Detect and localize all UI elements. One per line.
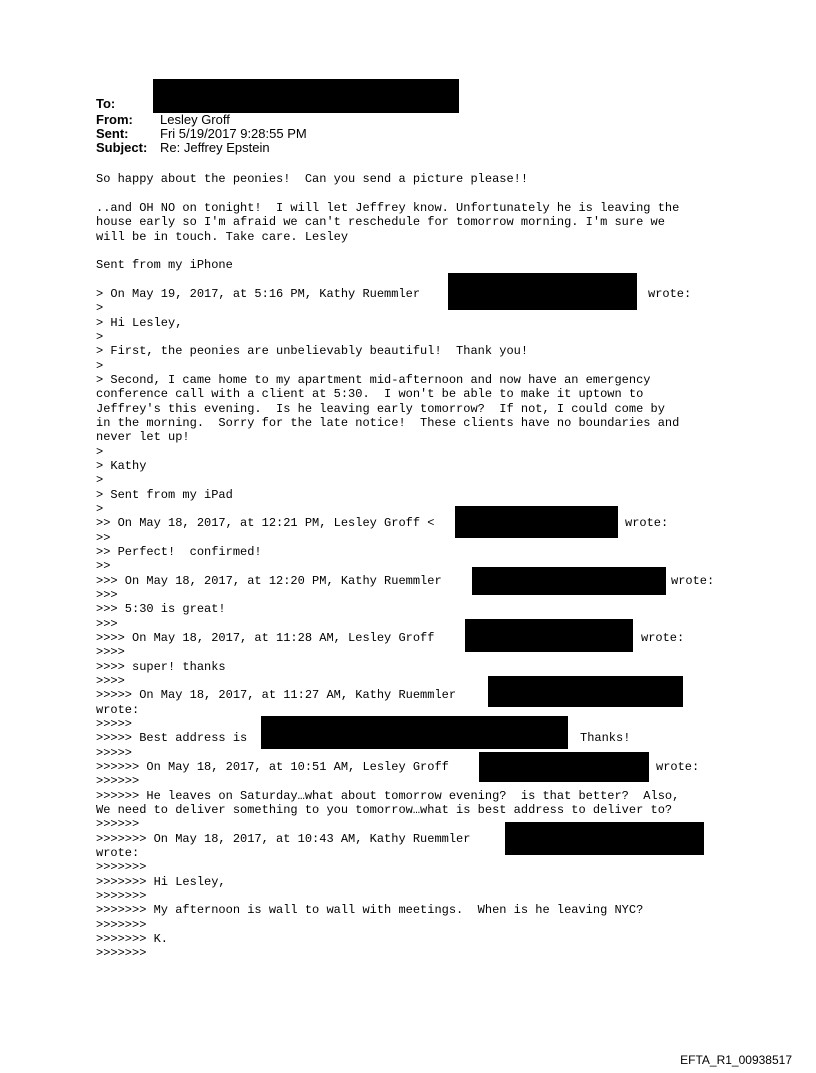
quote-line: >>> On May 18, 2017, at 12:20 PM, Kathy Ruemmler [96, 574, 442, 588]
quote-line: >>> [96, 617, 118, 631]
redaction-block [472, 567, 666, 595]
redaction-block [488, 676, 683, 707]
quote-line: Thanks! [580, 731, 631, 745]
from-label: From: [96, 112, 133, 127]
quote-line: >>>>>> On May 18, 2017, at 10:51 AM, Lesley Groff [96, 760, 449, 774]
quote-line: > Second, I came home to my apartment mid-afternoon and now have an emergency [96, 373, 651, 387]
quote-line: conference call with a client at 5:30. I won't be able to make it uptown to [96, 387, 644, 401]
quote-line: > [96, 502, 104, 516]
quote-line: >>>>> Best address is [96, 731, 248, 745]
quote-line: >>>> super! thanks [96, 660, 226, 674]
quote-line: >>>>>> [96, 817, 140, 831]
quote-line: wrote: [96, 846, 140, 860]
quote-line: >>>>> On May 18, 2017, at 11:27 AM, Kathy Ruemmler [96, 688, 457, 702]
quote-line: wrote: [671, 574, 715, 588]
quote-line: >>>>>>> K. [96, 932, 169, 946]
quote-line: > Sent from my iPad [96, 488, 233, 502]
quote-line: > [96, 445, 104, 459]
quote-line: > [96, 473, 104, 487]
quote-line: >>>>>>> On May 18, 2017, at 10:43 AM, Kathy Ruemmler [96, 832, 471, 846]
quote-line: We need to deliver something to you tomorrow…what is best address to deliver to? [96, 803, 673, 817]
quote-line: >> [96, 531, 111, 545]
from-value: Lesley Groff [160, 112, 230, 127]
redaction-block [448, 273, 637, 310]
body-line: will be in touch. Take care. Lesley [96, 230, 349, 244]
subject-row [96, 141, 270, 155]
subject-label: Subject: [96, 140, 148, 155]
sent-value: Fri 5/19/2017 9:28:55 PM [160, 126, 307, 141]
from-row [96, 113, 230, 127]
quote-line: > [96, 301, 104, 315]
to-row [96, 97, 160, 111]
quote-line: wrote: [96, 703, 140, 717]
quote-line: > [96, 359, 104, 373]
to-label: To: [96, 96, 116, 111]
document-id: EFTA_R1_00938517 [680, 1053, 792, 1067]
quote-line: >> On May 18, 2017, at 12:21 PM, Lesley Groff < [96, 516, 435, 530]
body-line: house early so I'm afraid we can't reschedule for tomorrow morning. I'm sure we [96, 215, 665, 229]
quote-line: >>>>>>> My afternoon is wall to wall with meetings. When is he leaving NYC? [96, 903, 644, 917]
body-line: So happy about the peonies! Can you send a picture please!! [96, 172, 529, 186]
quote-line: > Kathy [96, 459, 147, 473]
quote-line: >>>>>>> [96, 946, 147, 960]
quote-line: >>>>>>> [96, 860, 147, 874]
quote-line: Jeffrey's this evening. Is he leaving early tomorrow? If not, I could come by [96, 402, 665, 416]
quote-line: wrote: [625, 516, 669, 530]
quote-line: >>> 5:30 is great! [96, 602, 226, 616]
quote-line: wrote: [648, 287, 692, 301]
quote-line: >>>> [96, 674, 125, 688]
quote-line: wrote: [641, 631, 685, 645]
quote-line: > On May 19, 2017, at 5:16 PM, Kathy Ruemmler [96, 287, 421, 301]
quote-line: never let up! [96, 430, 190, 444]
body-line: Sent from my iPhone [96, 258, 233, 272]
quote-line: >>>> [96, 645, 125, 659]
sent-label: Sent: [96, 126, 129, 141]
redaction-block [465, 619, 633, 652]
redaction-block [455, 506, 618, 538]
quote-line: >>>>> [96, 746, 133, 760]
quote-line: >>>>>> [96, 774, 140, 788]
quote-line: wrote: [656, 760, 700, 774]
quote-line: >>>>> [96, 717, 133, 731]
body-line: ..and OH NO on tonight! I will let Jeffrey know. Unfortunately he is leaving the [96, 201, 680, 215]
quote-line: >>>> On May 18, 2017, at 11:28 AM, Lesley Groff [96, 631, 435, 645]
redaction-block [479, 752, 649, 782]
quote-line: >>>>>>> [96, 918, 147, 932]
quote-line: > Hi Lesley, [96, 316, 183, 330]
quote-line: in the morning. Sorry for the late notice! These clients have no boundaries and [96, 416, 680, 430]
quote-line: > [96, 330, 104, 344]
redaction-block [261, 716, 568, 749]
quote-line: >> [96, 559, 111, 573]
redaction-block [153, 79, 459, 113]
quote-line: > First, the peonies are unbelievably beautiful! Thank you! [96, 344, 529, 358]
quote-line: >>>>>>> Hi Lesley, [96, 875, 226, 889]
quote-line: >>>>>>> [96, 889, 147, 903]
subject-value: Re: Jeffrey Epstein [160, 140, 270, 155]
redaction-block [505, 822, 704, 855]
quote-line: >>>>>> He leaves on Saturday…what about tomorrow evening? is that better? Also, [96, 789, 680, 803]
sent-row [96, 127, 307, 141]
quote-line: >>> [96, 588, 118, 602]
quote-line: >> Perfect! confirmed! [96, 545, 262, 559]
